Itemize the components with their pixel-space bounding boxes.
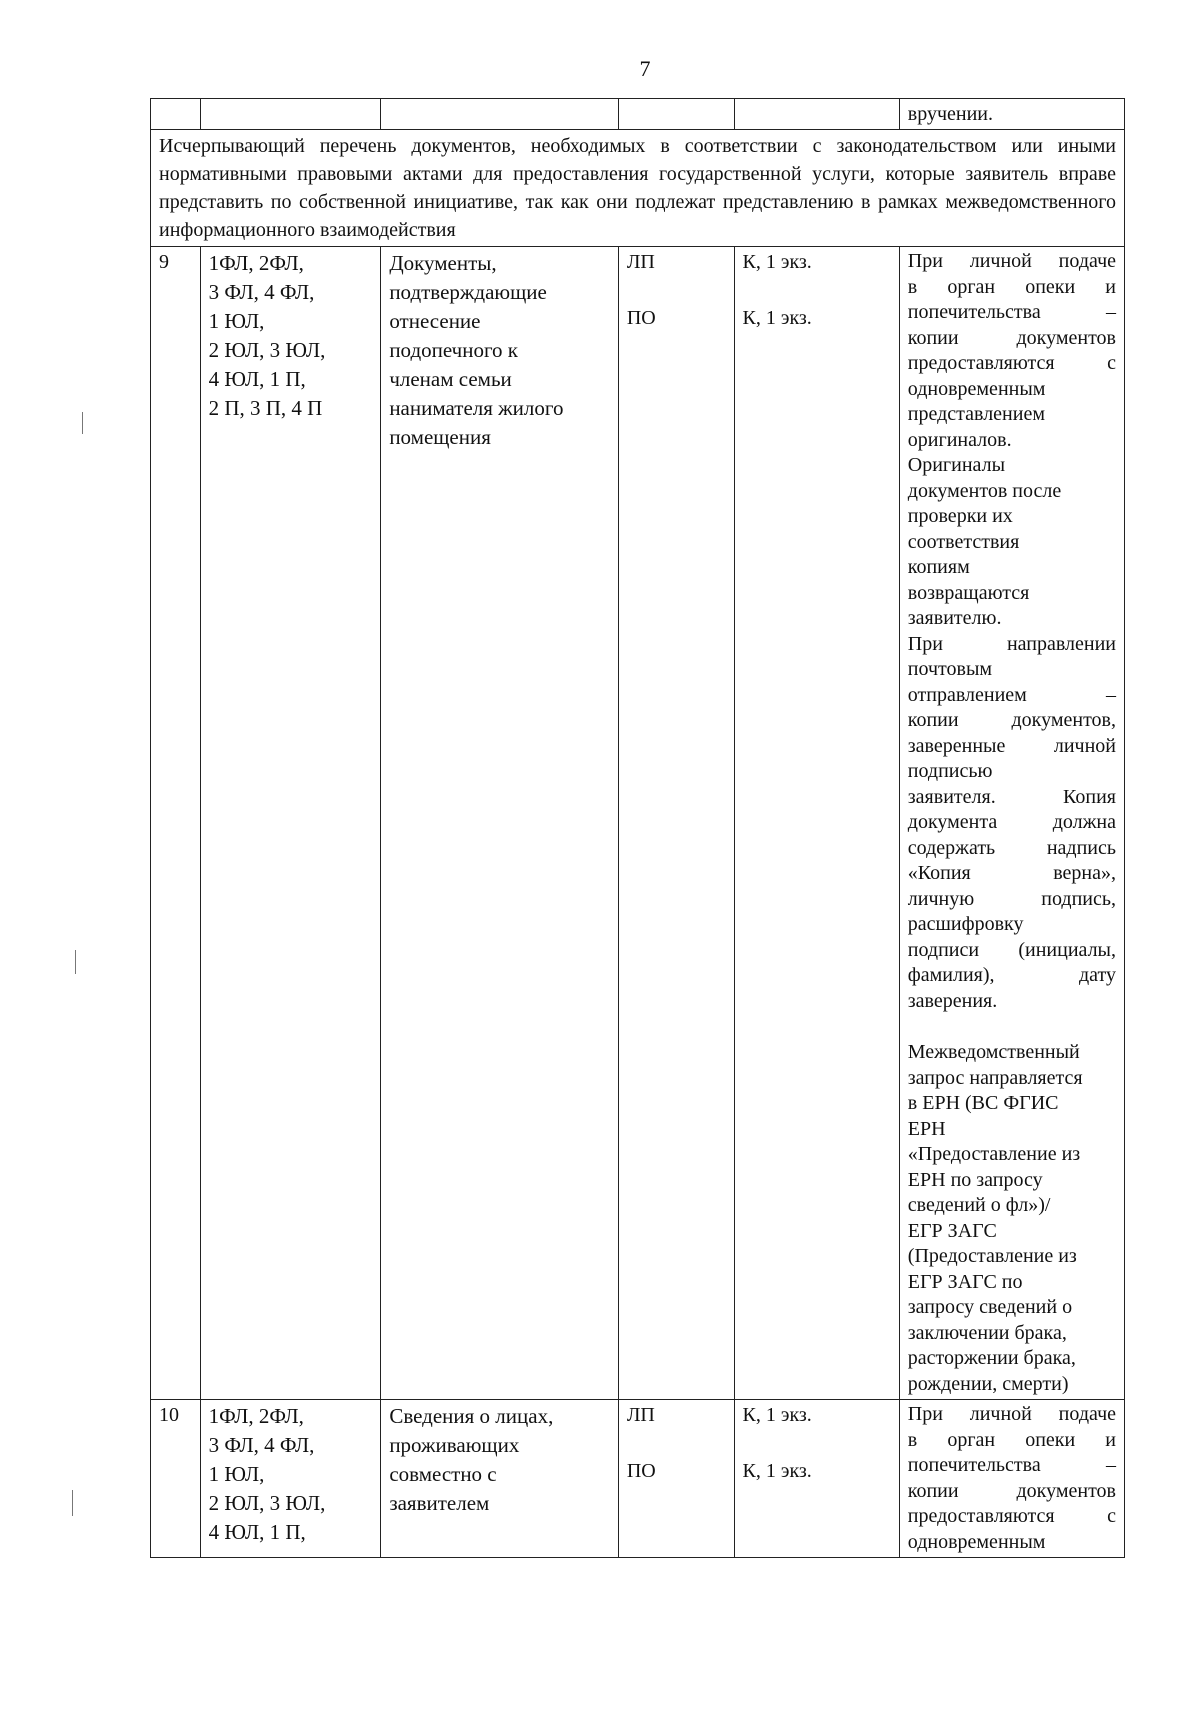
note-line: предоставляются с <box>907 352 1116 374</box>
note-line: копии документов <box>907 326 1116 349</box>
note-line: заявителя. Копия <box>907 785 1116 808</box>
document-name-line: помещения <box>389 425 491 449</box>
note-line: Оригиналы <box>907 454 1006 476</box>
note-line: возвращаются <box>907 581 1030 604</box>
note-line: подписи (инициалы, <box>907 938 1116 961</box>
interagency-line: рождении, смерти) <box>907 1372 1069 1395</box>
category-line: 2 ЮЛ, 3 ЮЛ, <box>208 1491 326 1515</box>
note-line: заверенные личной <box>907 734 1116 757</box>
interagency-line: ЕРН <box>907 1117 946 1140</box>
note-line: документов после <box>907 479 1062 502</box>
interagency-line: (Предоставление из <box>907 1245 1077 1267</box>
category-line: 3 ФЛ, 4 ФЛ, <box>208 1433 315 1457</box>
category-line: 1ФЛ, 2ФЛ, <box>208 251 304 275</box>
interagency-line: ЕГР ЗАГС <box>907 1219 997 1242</box>
document-name-line: заявителем <box>389 1491 490 1515</box>
category-line: 1 ЮЛ, <box>208 1462 265 1486</box>
interagency-line: в ЕРН (ВС ФГИС <box>907 1092 1059 1114</box>
category-line: 2 ЮЛ, 3 ЮЛ, <box>208 338 326 362</box>
document-name-line: подтверждающие <box>389 280 547 304</box>
document-name-line: подопечного к <box>389 338 519 362</box>
cell-empty <box>151 99 201 130</box>
note-line: отправлением – <box>907 683 1116 706</box>
document-name-line: Сведения о лицах, <box>389 1404 554 1428</box>
form-line: К, 1 экз. <box>742 307 812 329</box>
scan-mark <box>72 1490 73 1516</box>
submission-methods <box>618 1400 734 1558</box>
category-line: 4 ЮЛ, 1 П, <box>208 1520 306 1544</box>
note-line: фамилия), дату <box>907 964 1116 986</box>
row-number: 10 <box>151 1400 201 1558</box>
note-line: расшифровку <box>907 913 1024 935</box>
document-name-line: нанимателя жилого <box>389 396 564 420</box>
note-line: документа должна <box>907 811 1116 833</box>
interagency-line: заключении брака, <box>907 1321 1067 1344</box>
note-line: содержать надпись <box>907 836 1116 859</box>
interagency-line: «Предоставление из <box>907 1143 1081 1165</box>
page-number: 7 <box>639 56 651 81</box>
document-name <box>381 247 619 1400</box>
note-line: почтовым <box>907 658 993 680</box>
table-row <box>151 1400 1125 1558</box>
document-name-line: проживающих <box>389 1433 520 1457</box>
note-line: При личной подаче <box>907 1403 1116 1425</box>
note-line: проверки их <box>907 505 1013 527</box>
section-header-text: Исчерпывающий перечень документов, необходимых в соответствии с законодательством или иными нормативными правовыми актами для предоставления государственной услуги, которые заявитель вправе представить по собственной инициативе, так как они подлежат представлению в рамках межведомственного информационного взаимодействия <box>159 135 1116 241</box>
applicant-categories <box>200 1400 381 1558</box>
note-line: попечительства – <box>907 301 1116 323</box>
services-table <box>150 98 1125 1558</box>
note-line: копиям <box>907 556 970 578</box>
section-header-cell <box>151 130 1125 247</box>
note-line: одновременным <box>907 1530 1046 1553</box>
note-line: заверения. <box>907 989 998 1012</box>
cell-empty <box>381 99 619 130</box>
table-row-continuation <box>151 99 1125 130</box>
table-row-section-header <box>151 130 1125 247</box>
note-line: представлением <box>907 403 1045 425</box>
note-line: предоставляются с <box>907 1505 1116 1527</box>
submission-methods <box>618 247 734 1400</box>
note-line: копии документов, <box>907 709 1116 731</box>
cell-continuation-note: вручении. <box>899 99 1124 130</box>
method-line: ЛП <box>626 251 655 273</box>
note-line: одновременным <box>907 377 1046 400</box>
notes <box>899 247 1124 1400</box>
document-name <box>381 1400 619 1558</box>
document-form <box>734 1400 899 1558</box>
note-line: «Копия верна», <box>907 862 1116 884</box>
note-line: оригиналов. <box>907 428 1012 451</box>
document-name-line: Документы, <box>389 251 497 275</box>
table-row <box>151 247 1125 1400</box>
cell-empty <box>200 99 381 130</box>
note-line: заявителю. <box>907 607 1002 629</box>
interagency-line: запросу сведений о <box>907 1296 1073 1318</box>
note-line: соответствия <box>907 530 1020 553</box>
interagency-line: ЕРН по запросу <box>907 1168 1043 1191</box>
note-line: При личной подаче <box>907 250 1116 272</box>
note-line: в орган опеки и <box>907 275 1116 298</box>
interagency-line: запрос направляется <box>907 1066 1083 1089</box>
method-line: ПО <box>626 1460 656 1482</box>
applicant-categories <box>200 247 381 1400</box>
interagency-line: расторжении брака, <box>907 1347 1076 1369</box>
interagency-line: Межведомственный <box>907 1041 1080 1063</box>
form-line: К, 1 экз. <box>742 1404 812 1426</box>
note-line: При направлении <box>907 632 1116 655</box>
notes <box>899 1400 1124 1558</box>
document-name-line: отнесение <box>389 309 481 333</box>
cell-empty <box>734 99 899 130</box>
cell-empty <box>618 99 734 130</box>
category-line: 1 ЮЛ, <box>208 309 265 333</box>
scan-mark <box>82 412 83 434</box>
category-line: 2 П, 3 П, 4 П <box>208 396 323 420</box>
category-line: 3 ФЛ, 4 ФЛ, <box>208 280 315 304</box>
note-line: попечительства – <box>907 1454 1116 1476</box>
note-line: в орган опеки и <box>907 1428 1116 1451</box>
form-line: К, 1 экз. <box>742 1460 812 1482</box>
note-line: подписью <box>907 760 993 782</box>
note-line: копии документов <box>907 1479 1116 1502</box>
method-line: ЛП <box>626 1404 655 1426</box>
form-line: К, 1 экз. <box>742 251 812 273</box>
document-name-line: членам семьи <box>389 367 512 391</box>
category-line: 1ФЛ, 2ФЛ, <box>208 1404 304 1428</box>
document-form <box>734 247 899 1400</box>
scan-mark <box>75 950 76 974</box>
document-name-line: совместно с <box>389 1462 497 1486</box>
row-number: 9 <box>151 247 201 1400</box>
interagency-line: сведений о фл»)/ <box>907 1194 1051 1216</box>
note-line: личную подпись, <box>907 887 1116 910</box>
method-line: ПО <box>626 307 656 329</box>
interagency-line: ЕГР ЗАГС по <box>907 1270 1023 1293</box>
category-line: 4 ЮЛ, 1 П, <box>208 367 306 391</box>
